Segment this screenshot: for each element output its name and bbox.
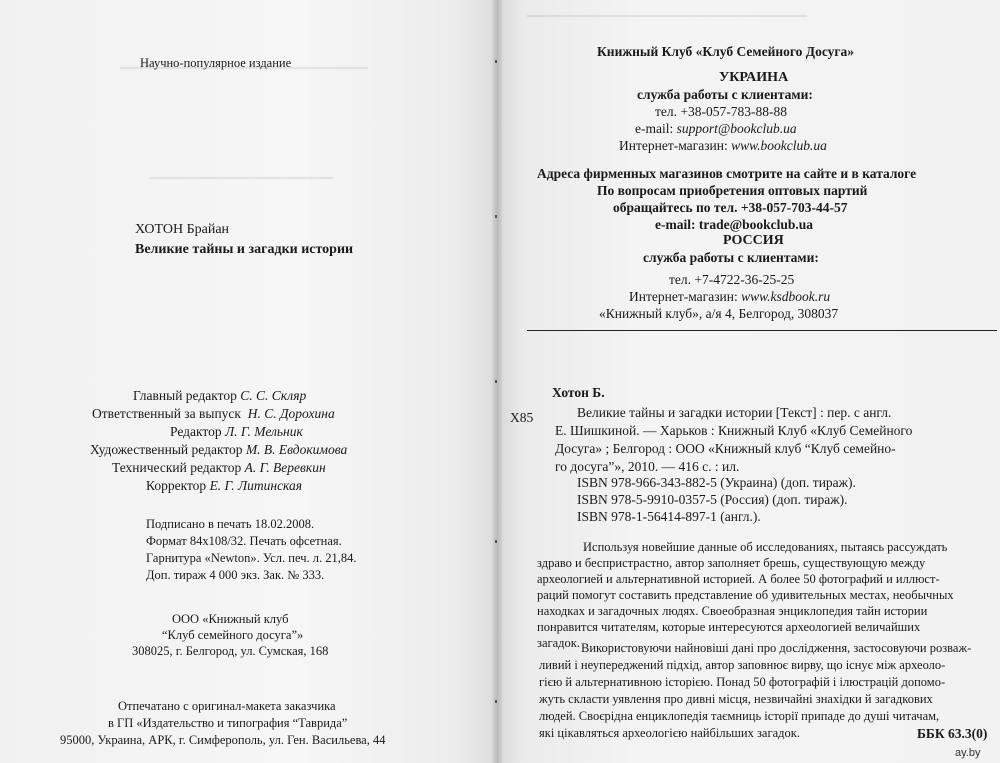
annotation-line: находках и загадочных людях. Своеобразная энциклопедия тайн истории <box>537 604 928 618</box>
annotation-line: які цікавляться археологією найбільших загадок. <box>539 726 800 740</box>
book-author: ХОТОН Брайан <box>135 222 230 237</box>
catalog-line: Великие тайны и загадки истории [Текст] : пер. с англ. <box>577 405 892 420</box>
print-info-line: Подписано в печать 18.02.2008. <box>146 517 315 531</box>
catalog-author: Хотон Б. <box>552 385 605 400</box>
publisher-line: 308025, г. Белгород, ул. Сумская, 168 <box>132 644 329 658</box>
isbn-line: ISBN 978-5-9910-0357-5 (Россия) (доп. тираж). <box>577 492 848 507</box>
credit-role: Корректор <box>146 478 207 493</box>
annotation-line: жуть скласти уявлення про дивні місця, незвичайні знахідки й загадкових <box>539 692 933 706</box>
annotation-line: Використовуючи найновіші дані про дослідження, застосовуючи розваж- <box>581 641 972 655</box>
credit-line <box>133 389 306 403</box>
show-through-text: ▔▔▔▔▔▔▔▔▔▔▔▔▔▔▔▔▔▔▔▔▔▔▔ <box>120 69 368 84</box>
credit-line <box>146 479 302 493</box>
annotation-line: загадок. <box>537 636 580 650</box>
credit-role: Редактор <box>170 424 222 439</box>
wholesale-line: По вопросам приобретения оптовых партий <box>597 183 868 198</box>
isbn-line: ISBN 978-966-343-882-5 (Украина) (доп. тираж). <box>577 475 856 490</box>
annotation-line: людей. Своєрідна енциклопедія таємниць історії припаде до душі читачам, <box>539 709 940 723</box>
edition-type: Научно-популярное издание <box>140 56 292 70</box>
credit-line <box>112 461 326 475</box>
watermark: ay.by <box>955 747 981 759</box>
credit-name: А. Г. Веревкин <box>244 460 326 475</box>
printer-line: Отпечатано с оригинал-макета заказчика <box>118 699 336 713</box>
shop-link[interactable]: www.ksdbook.ru <box>741 289 831 304</box>
russia-tel: тел. +7-4722-36-25-25 <box>669 272 795 287</box>
catalog-line: Е. Шишкиной. — Харьков : Книжный Клуб «Клуб Семейного <box>555 423 913 438</box>
email-label: e-mail: <box>635 121 674 136</box>
credit-role: Главный редактор <box>133 388 237 403</box>
left-page <box>0 0 497 763</box>
catalog-line: го досуга”», 2010. — 416 с. : ил. <box>555 459 740 474</box>
ukraine-service: служба работы с клиентами: <box>637 87 813 102</box>
credit-name: Л. Г. Мельник <box>224 424 303 439</box>
binding-stitch <box>495 540 497 543</box>
email-link[interactable]: support@bookclub.ua <box>676 121 797 136</box>
print-info-line: Формат 84х108/32. Печать офсетная. <box>146 534 342 548</box>
russia-service: служба работы с клиентами: <box>643 250 819 265</box>
annotation-line: здраво и беспристрастно, автор заполняет брешь, существующую между <box>537 556 926 570</box>
binding-stitch <box>495 215 497 218</box>
annotation-line: археологией и альтернативной историей. А более 50 фотографий и иллюст- <box>537 572 940 586</box>
show-through-text: ▔▔▔▔▔▔▔▔▔▔▔▔▔▔▔▔▔ <box>150 179 334 194</box>
annotation-line: Используя новейшие данные об исследованиях, пытаясь рассуждать <box>583 540 948 554</box>
credit-role: Ответственный за выпуск <box>92 406 241 421</box>
credit-role: Технический редактор <box>112 460 242 475</box>
right-page <box>497 0 1000 763</box>
credit-line <box>90 443 347 457</box>
russia-shop <box>629 290 830 304</box>
publisher-line: “Клуб семейного досуга”» <box>162 628 304 642</box>
wholesale-line: e-mail: trade@bookclub.ua <box>655 217 814 232</box>
annotation-line: понравится читателям, которые интересуются археологией величайших <box>537 620 921 634</box>
shop-label: Интернет-магазин: <box>619 138 728 153</box>
credit-role: Художественный редактор <box>90 442 243 457</box>
shop-label: Интернет-магазин: <box>629 289 738 304</box>
wholesale-line: обращайтесь по тел. +38-057-703-44-57 <box>613 200 848 215</box>
shop-link[interactable]: www.bookclub.ua <box>731 138 827 153</box>
ukraine-email <box>635 122 797 136</box>
binding-stitch <box>495 60 497 63</box>
russia-address: «Книжный клуб», а/я 4, Белгород, 308037 <box>599 306 839 321</box>
wholesale-line: Адреса фирменных магазинов смотрите на сайте и в каталоге <box>537 166 917 181</box>
show-through-text: ▔▔▔▔▔▔▔▔▔▔▔▔▔▔▔▔▔▔▔▔▔▔▔▔▔▔ <box>527 17 807 32</box>
book-title: Великие тайны и загадки истории <box>135 242 354 257</box>
book-gutter <box>492 0 502 763</box>
annotation-line: гією й альтернативною історією. Понад 50 фотографій і ілюстрацій допомо- <box>539 675 946 689</box>
credit-line <box>170 425 303 439</box>
annotation-line: раций помогут составить представление об удивительных местах, необычных <box>537 588 954 602</box>
binding-stitch <box>495 380 497 383</box>
publisher-line: ООО «Книжный клуб <box>172 612 289 626</box>
ukraine-tel: тел. +38-057-783-88-88 <box>655 104 787 119</box>
russia-heading: РОССИЯ <box>723 233 784 248</box>
credit-name: М. В. Евдокимова <box>245 442 348 457</box>
binding-stitch <box>495 700 497 703</box>
ukraine-shop <box>619 139 827 153</box>
annotation-line: ливий і неупереджений підхід, автор заповнює вирву, що існує між археоло- <box>539 658 946 672</box>
credit-name: С. С. Скляр <box>240 388 307 403</box>
isbn-line: ISBN 978-1-56414-897-1 (англ.). <box>577 509 761 524</box>
print-info-line: Гарнитура «Newton». Усл. печ. л. 21,84. <box>146 551 357 565</box>
bbk-code: ББК 63.3(0) <box>917 726 988 741</box>
printer-line: 95000, Украина, АРК, г. Симферополь, ул. Ген. Васильева, 44 <box>60 733 386 747</box>
credit-name: Н. С. Дорохина <box>247 406 335 421</box>
ukraine-heading: УКРАИНА <box>719 70 789 85</box>
catalog-index: Х85 <box>510 410 534 425</box>
printer-line: в ГП «Издательство и типография “Таврида” <box>108 716 348 730</box>
club-name: Книжный Клуб «Клуб Семейного Досуга» <box>597 44 855 59</box>
catalog-line: Досуга» ; Белгород : ООО «Книжный клуб “Клуб семейно- <box>555 441 896 456</box>
print-info-line: Доп. тираж 4 000 экз. Зак. № 333. <box>146 568 325 582</box>
separator-line <box>527 330 997 331</box>
credit-name: Е. Г. Литинская <box>209 478 303 493</box>
credit-line <box>92 407 335 421</box>
